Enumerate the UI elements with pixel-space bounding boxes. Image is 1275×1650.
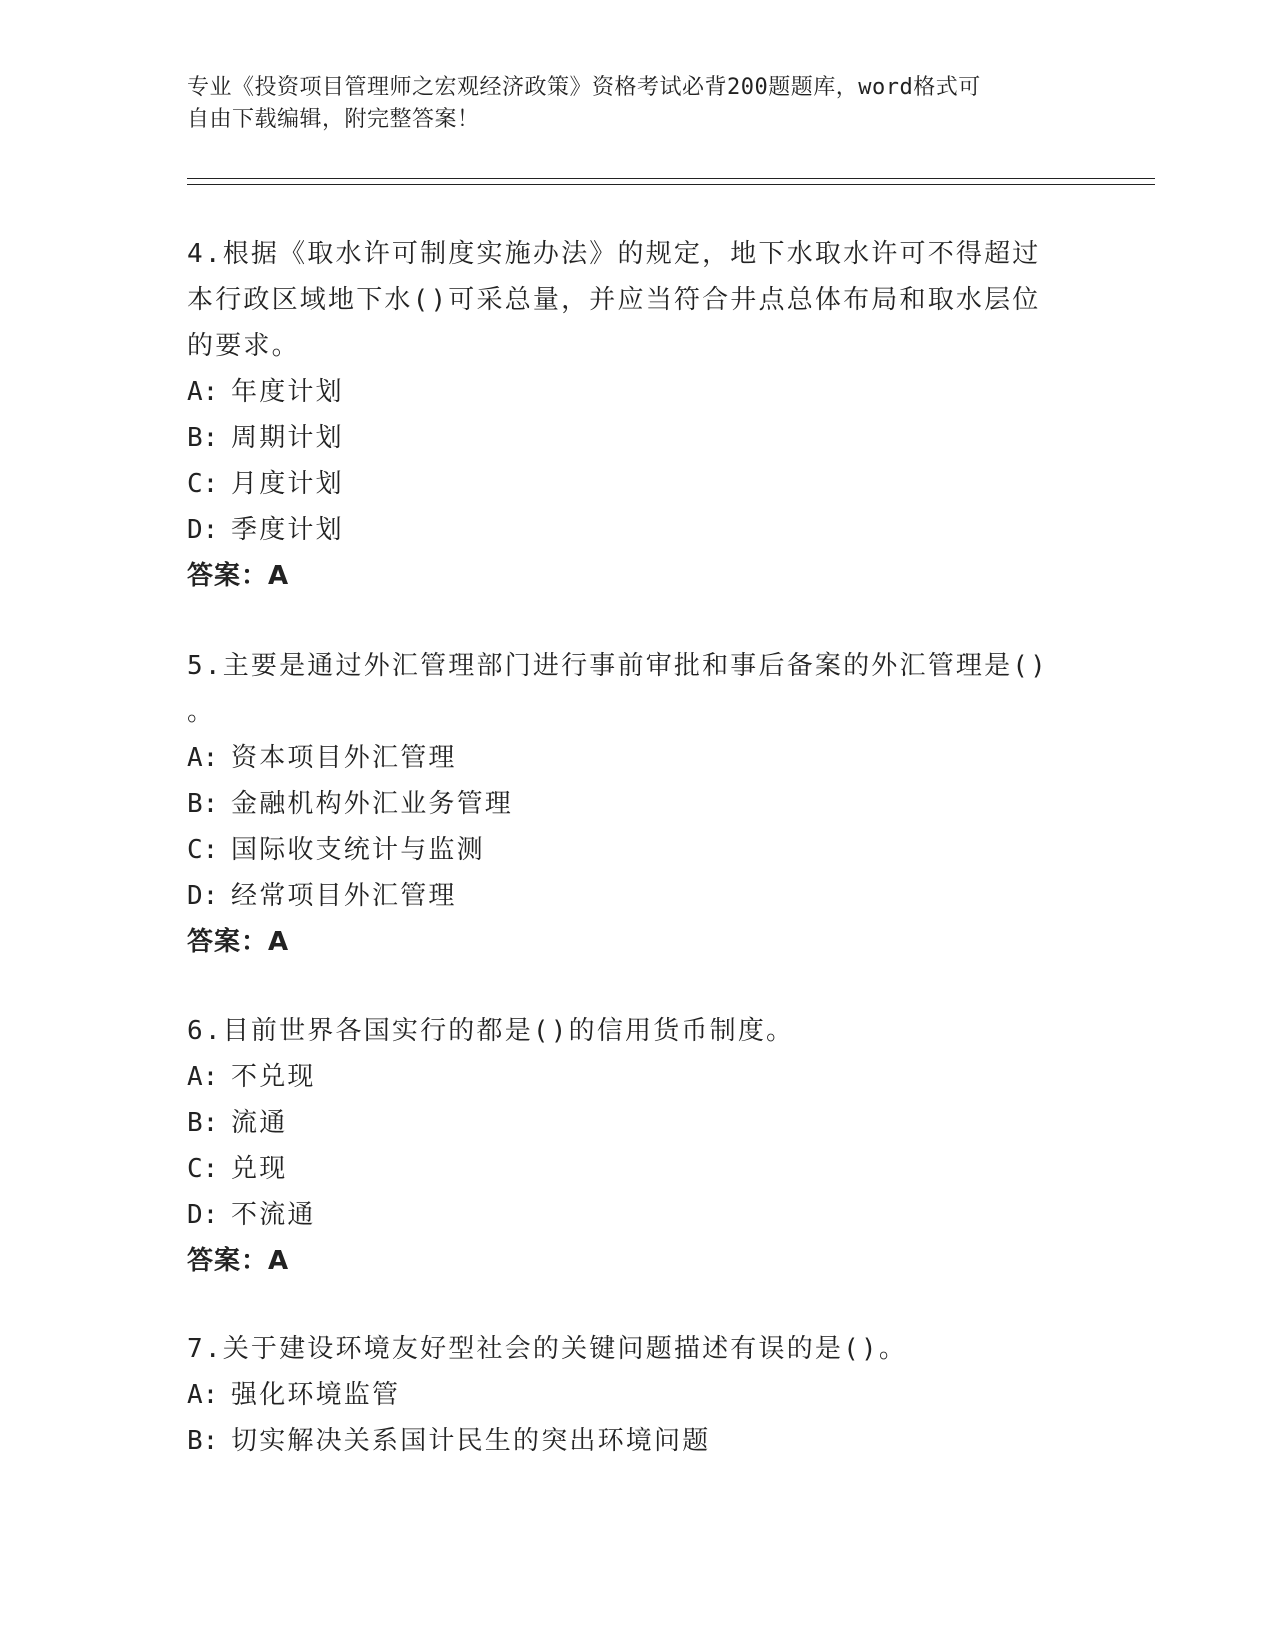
option-text: 不兑现 [231, 1062, 316, 1092]
option-c [187, 827, 1067, 873]
document-header [187, 72, 1067, 136]
header-line-2: 自由下载编辑，附完整答案！ [187, 107, 480, 132]
option-label: D: [187, 881, 219, 911]
option-a [187, 369, 1067, 415]
question-6 [187, 1008, 1067, 1284]
option-text: 切实解决关系国计民生的突出环境问题 [231, 1426, 711, 1456]
option-d [187, 1192, 1067, 1238]
option-text: 经常项目外汇管理 [231, 881, 457, 911]
question-4 [187, 231, 1067, 599]
option-label: B: [187, 1108, 219, 1138]
option-b [187, 781, 1067, 827]
question-stem-line: 6.目前世界各国实行的都是()的信用货币制度。 [187, 1016, 795, 1046]
header-line-1: 专业《投资项目管理师之宏观经济政策》资格考试必背200题题库，word格式可 [187, 75, 981, 100]
option-label: B: [187, 789, 219, 819]
header-divider-top [187, 178, 1155, 179]
option-label: C: [187, 469, 219, 499]
option-d [187, 507, 1067, 553]
option-label: A: [187, 1380, 219, 1410]
option-text: 国际收支统计与监测 [231, 835, 485, 865]
question-5 [187, 643, 1067, 965]
option-text: 年度计划 [231, 377, 344, 407]
answer-line: 答案：A [187, 561, 290, 591]
question-stem-line: 本行政区域地下水()可采总量，并应当符合井点总体布局和取水层位 [187, 285, 1041, 315]
option-text: 资本项目外汇管理 [231, 743, 457, 773]
option-b [187, 1100, 1067, 1146]
option-a [187, 735, 1067, 781]
header-divider-bottom [187, 184, 1155, 185]
option-label: A: [187, 743, 219, 773]
option-label: D: [187, 1200, 219, 1230]
option-b [187, 415, 1067, 461]
option-text: 强化环境监管 [231, 1380, 401, 1410]
question-stem-line: 7.关于建设环境友好型社会的关键问题描述有误的是()。 [187, 1334, 908, 1364]
option-a [187, 1054, 1067, 1100]
option-d [187, 873, 1067, 919]
question-7 [187, 1326, 1067, 1464]
option-text: 月度计划 [231, 469, 344, 499]
option-label: B: [187, 1426, 219, 1456]
option-label: B: [187, 423, 219, 453]
option-c [187, 1146, 1067, 1192]
option-label: D: [187, 515, 219, 545]
option-text: 周期计划 [231, 423, 344, 453]
option-b [187, 1418, 1067, 1464]
question-stem-line: 。 [187, 697, 216, 727]
option-text: 兑现 [231, 1154, 288, 1184]
option-text: 季度计划 [231, 515, 344, 545]
answer-line: 答案：A [187, 1246, 290, 1276]
option-text: 金融机构外汇业务管理 [231, 789, 514, 819]
option-label: C: [187, 1154, 219, 1184]
option-text: 流通 [231, 1108, 288, 1138]
question-stem-line: 5.主要是通过外汇管理部门进行事前审批和事后备案的外汇管理是() [187, 651, 1049, 681]
answer-line: 答案：A [187, 927, 290, 957]
option-c [187, 461, 1067, 507]
option-label: C: [187, 835, 219, 865]
option-label: A: [187, 1062, 219, 1092]
option-text: 不流通 [231, 1200, 316, 1230]
question-stem-line: 4.根据《取水许可制度实施办法》的规定，地下水取水许可不得超过 [187, 239, 1041, 269]
option-label: A: [187, 377, 219, 407]
option-a [187, 1372, 1067, 1418]
question-stem-line: 的要求。 [187, 331, 300, 361]
